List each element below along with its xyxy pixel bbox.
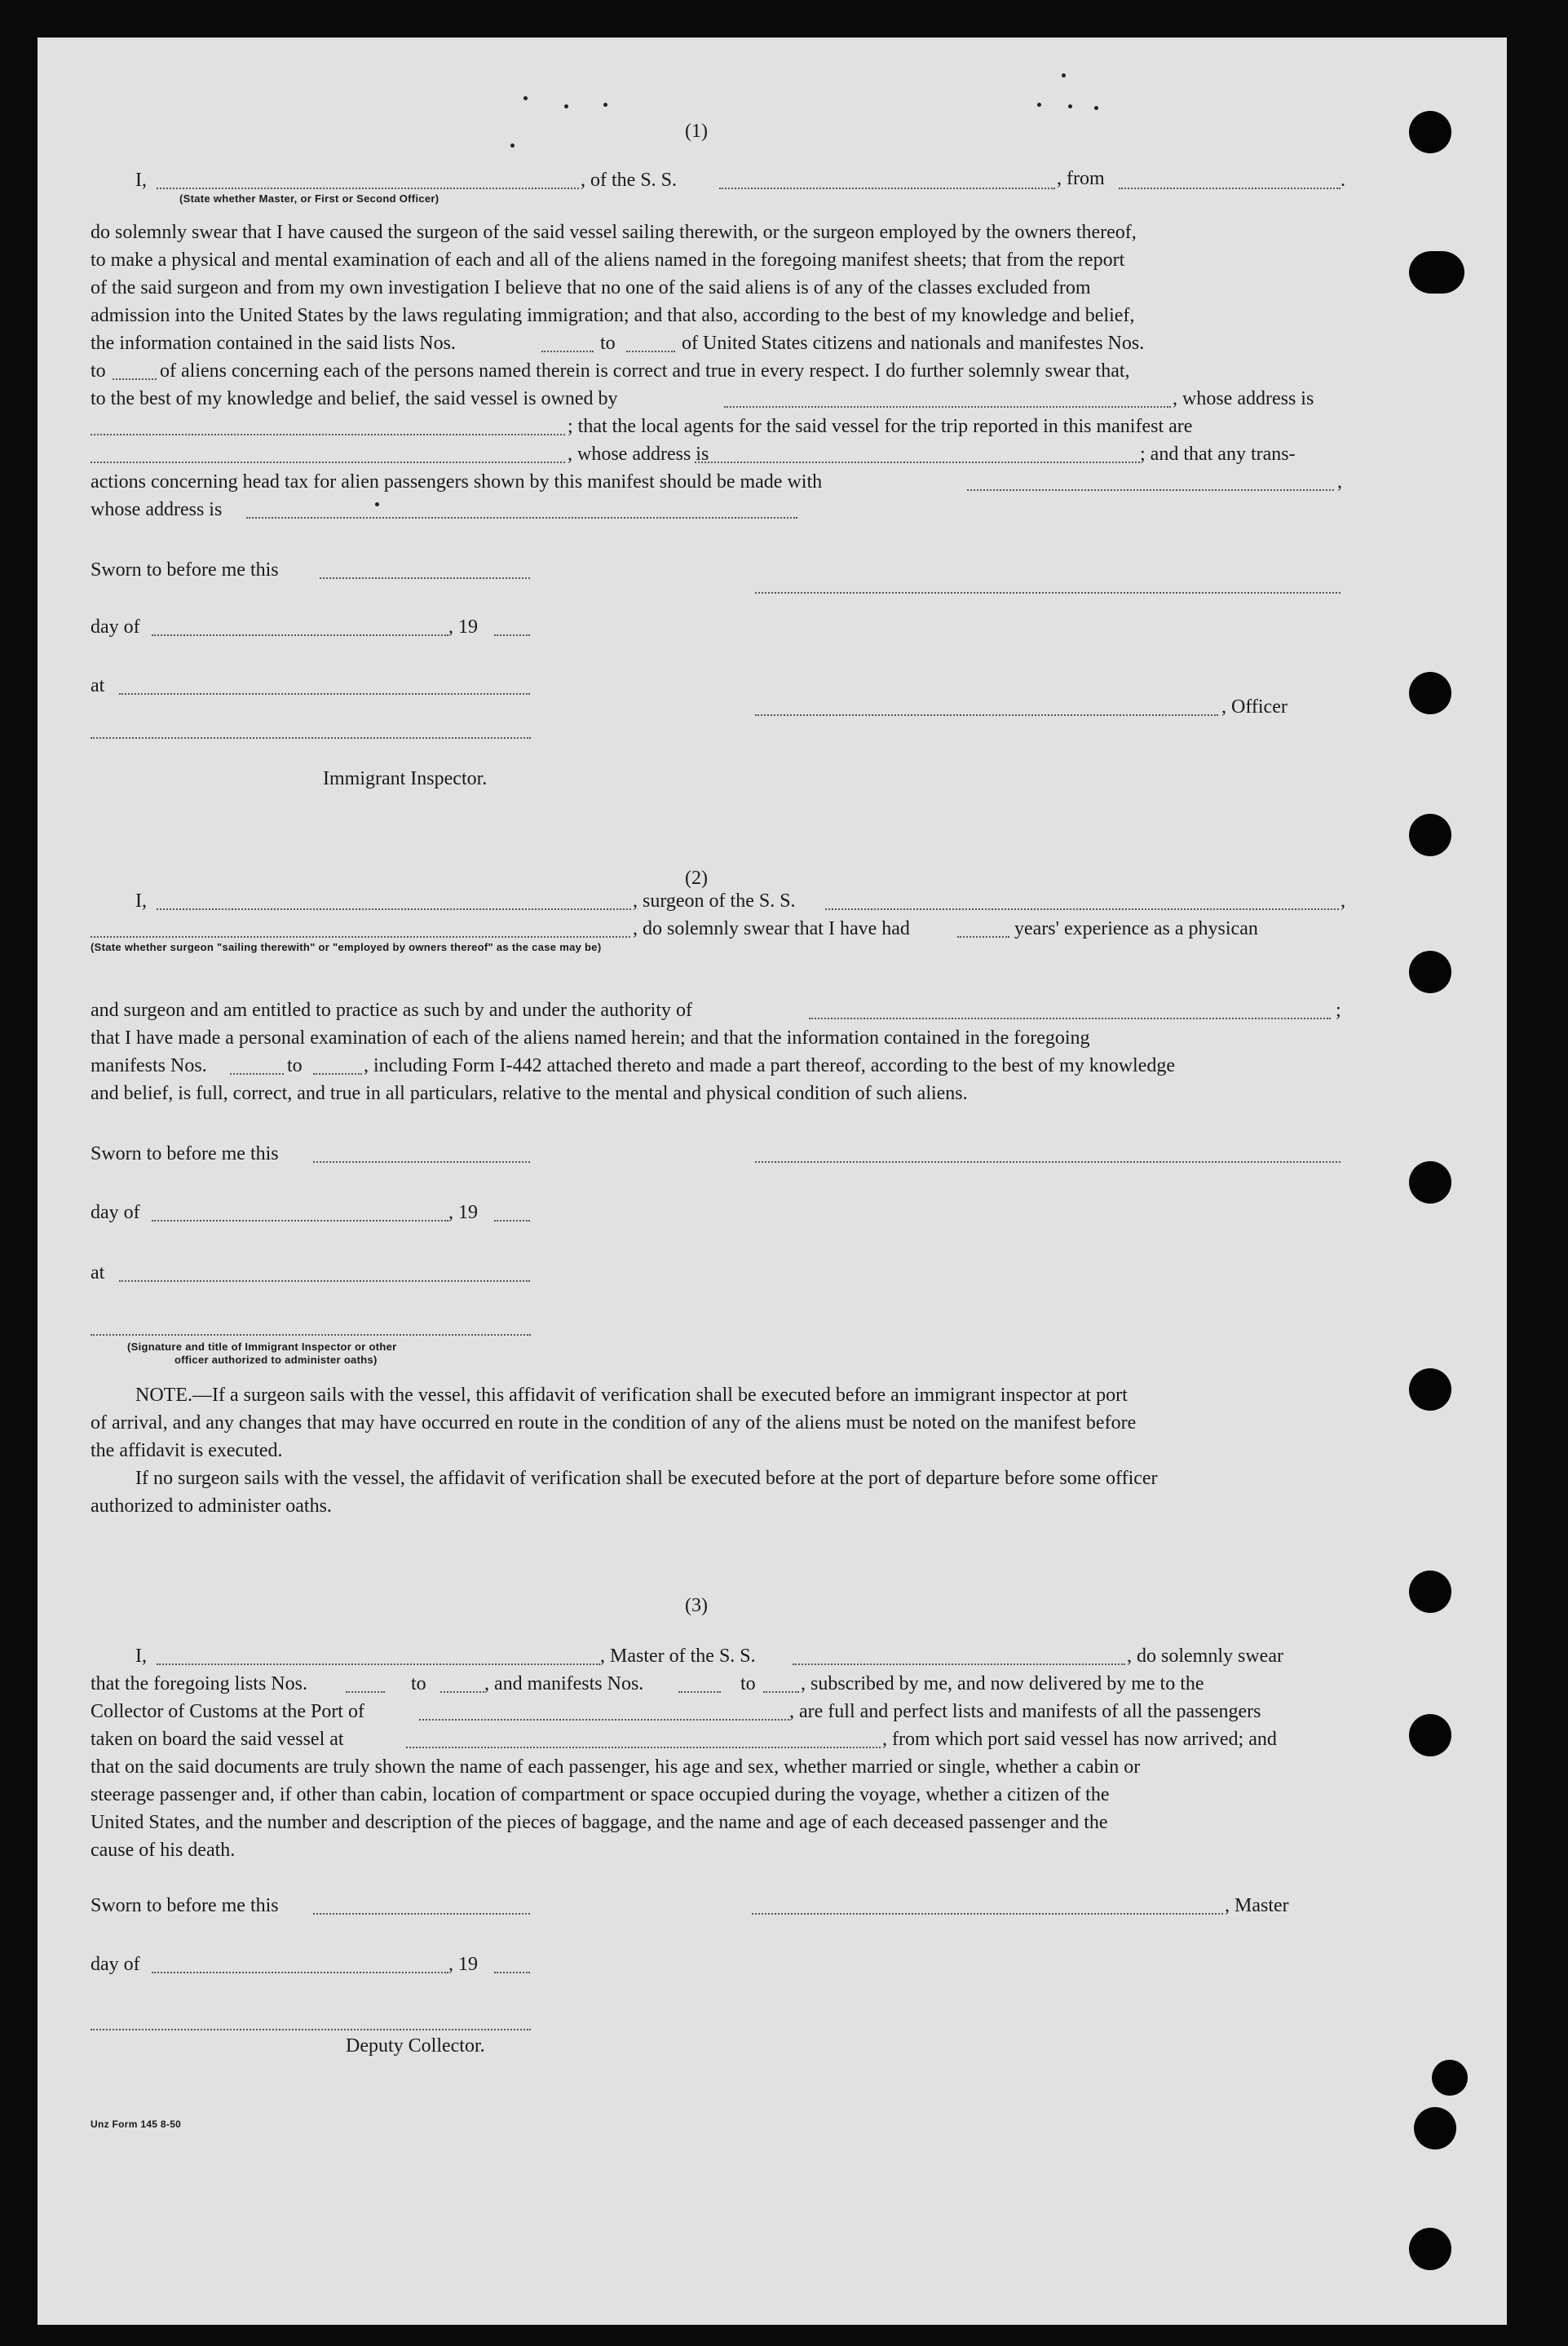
s1-sworn-field[interactable] [320,577,530,579]
s2-surgeon-name-field[interactable] [157,908,631,910]
s1-l11a: whose address is [91,499,223,520]
s3-l2d: to [740,1673,756,1694]
s2-l1b: , surgeon of the S. S. [633,890,796,912]
speck [1037,103,1041,107]
s2-surgeon-type-field[interactable] [91,936,630,938]
s1-officer-name-field[interactable] [157,188,579,189]
s3-l2e: , subscribed by me, and now delivered by me to the [801,1673,1204,1694]
punch-hole-icon [1409,814,1451,856]
s3-collector-line[interactable] [91,2029,531,2030]
s1-day-field[interactable] [152,634,448,636]
speck [564,104,568,108]
s2-l5c: , including Form I-442 attached thereto and made a part thereof, according to the best of my knowledge [364,1055,1176,1076]
s1-l5b: to [600,333,616,354]
punch-hole-icon [1409,672,1451,714]
section-1-heading: (1) [685,121,708,142]
s1-para-0: do solemnly swear that I have caused the surgeon of the said vessel sailing therewith, or the surgeon employed by the owners thereof, [91,222,1137,243]
punch-hole-icon [1409,1714,1451,1756]
s1-l6b: of aliens concerning each of the persons named therein is correct and true in every respect. I do further solemnly swear that, [160,360,1130,382]
punch-hole-icon [1414,2107,1456,2149]
s2-year: , 19 [448,1202,478,1223]
s3-master: , Master [1225,1895,1289,1916]
s2-day-field[interactable] [152,1220,448,1222]
s1-officer-field[interactable] [755,714,1218,716]
s2-sworn: Sworn to before me this [91,1143,279,1164]
s3-day-of: day of [91,1954,140,1975]
s1-day-of: day of [91,616,140,638]
s3-l1a: I, [135,1646,147,1667]
s2-authority-field[interactable] [809,1018,1331,1019]
s2-at: at [91,1262,105,1283]
s3-taken-at-field[interactable] [406,1747,881,1748]
s3-collector: Deputy Collector. [346,2035,485,2057]
s1-sworn: Sworn to before me this [91,559,279,581]
s2-sig-note-1: (Signature and title of Immigrant Inspector or other [127,1341,397,1353]
s2-l2a: , do solemnly swear that I have had [633,918,910,939]
s3-sworn: Sworn to before me this [91,1895,279,1916]
s3-sworn-field[interactable] [313,1913,530,1915]
s3-manifests-to-field[interactable] [763,1691,799,1693]
s2-sig-note-2: officer authorized to administer oaths) [174,1354,378,1366]
s2-manifests-to-field[interactable] [313,1073,362,1075]
s2-l6: and belief, is full, correct, and true in all particulars, relative to the mental and physical condition of such aliens. [91,1083,968,1104]
s1-lists-to-field[interactable] [626,351,675,352]
s1-lists-from-field[interactable] [541,351,594,352]
s2-l2b: years' experience as a physican [1014,918,1258,939]
punch-hole-icon [1409,1368,1451,1411]
s1-l8a: ; that the local agents for the said vessel for the trip reported in this manifest are [568,416,1193,437]
s2-note-p2-1: authorized to administer oaths. [91,1496,332,1517]
s1-manifests-to-field[interactable] [113,378,157,380]
s1-inspector: Immigrant Inspector. [323,768,488,789]
s3-l4b: , from which port said vessel has now arrived; and [882,1729,1277,1750]
s2-day-of: day of [91,1202,140,1223]
s1-signature-line[interactable] [755,592,1341,594]
s3-l3b: , are full and perfect lists and manifests of all the passengers [789,1701,1261,1722]
s2-at-field[interactable] [119,1280,530,1282]
speck [375,502,379,506]
s1-para-2: of the said surgeon and from my own investigation I believe that no one of the said aliens is of any of the classes excluded from [91,277,1091,298]
s3-para-1: steerage passenger and, if other than cabin, location of compartment or space occupied during the voyage, whether a citizen of the [91,1784,1110,1805]
s3-para-0: that on the said documents are truly shown the name of each passenger, his age and sex, whether married or single, whether a cabin or [91,1756,1141,1778]
s1-from-field[interactable] [1119,188,1341,189]
s2-years-field[interactable] [957,936,1009,938]
form-page [38,38,1507,2325]
s1-agents-address-field[interactable] [695,462,1140,463]
s2-l3a: and surgeon and am entitled to practice as such by and under the authority of [91,1000,692,1021]
s1-at-field[interactable] [119,693,530,695]
s2-l3b: ; [1336,1000,1341,1021]
section-2-heading: (2) [685,868,708,889]
s2-note-p1-0: NOTE.—If a surgeon sails with the vessel, this affidavit of verification shall be executed before an immigrant inspector at port [135,1385,1128,1406]
s3-l2c: , and manifests Nos. [484,1673,644,1694]
s1-owner-address-field[interactable] [91,434,565,435]
s1-l7b: , whose address is [1173,388,1314,409]
s3-l1b: , Master of the S. S. [600,1646,756,1667]
s3-port-field[interactable] [419,1719,789,1721]
s3-l3a: Collector of Customs at the Port of [91,1701,364,1722]
s1-owner-field[interactable] [724,406,1171,408]
s2-inspector-signature-line[interactable] [91,1334,531,1336]
s1-line-1b: , of the S. S. [581,170,678,191]
s1-agents-field[interactable] [91,462,565,463]
s1-inspector-line[interactable] [91,737,531,739]
s1-head-tax-address-field[interactable] [246,517,797,519]
punch-hole-icon [1409,951,1451,993]
s1-officer: , Officer [1221,696,1288,718]
s1-l6a: to [91,360,106,382]
speck [1062,73,1066,77]
speck [510,144,515,148]
s3-year: , 19 [448,1954,478,1975]
s1-line-1a: I, [135,170,147,191]
s3-day-field[interactable] [152,1972,448,1973]
s1-l5c: of United States citizens and nationals and manifestes Nos. [682,333,1145,354]
punch-hole-icon [1409,251,1464,294]
s2-sworn-field[interactable] [313,1161,530,1163]
s3-l1c: , do solemnly swear [1127,1646,1283,1667]
s2-l1c: , [1341,890,1345,912]
s3-l4a: taken on board the said vessel at [91,1729,344,1750]
s1-para-3: admission into the United States by the laws regulating immigration; and that also, according to the best of my knowledge and belief, [91,305,1135,326]
s1-l10b: , [1337,471,1342,493]
punch-hole-icon [1432,2060,1468,2096]
s1-l10a: actions concerning head tax for alien passengers shown by this manifest should be made with [91,471,823,493]
s3-para-2: United States, and the number and description of the pieces of baggage, and the name and age of each deceased passenger and the [91,1812,1108,1833]
s3-manifests-from-field[interactable] [678,1691,721,1693]
s3-vessel-field[interactable] [793,1663,1125,1665]
s3-master-name-field[interactable] [157,1663,600,1665]
s3-year-field[interactable] [494,1972,530,1973]
s1-l9a: , whose address is [568,444,709,465]
s1-line-1d: . [1341,170,1345,191]
s1-head-tax-field[interactable] [967,489,1334,491]
s1-vessel-field[interactable] [719,188,1055,189]
s2-signature-line[interactable] [755,1161,1341,1163]
punch-hole-icon [1409,1161,1451,1204]
s3-l2b: to [411,1673,426,1694]
s2-vessel-field[interactable] [825,908,1339,910]
punch-hole-icon [1409,111,1451,153]
s1-l9b: ; and that any trans- [1140,444,1296,465]
s1-l5a: the information contained in the said lists Nos. [91,333,456,354]
s2-l5b: to [287,1055,303,1076]
s2-note-p1-1: of arrival, and any changes that may have occurred en route in the condition of any of the aliens must be noted on the manifest before [91,1412,1137,1434]
s3-lists-to-field[interactable] [440,1691,484,1693]
speck [1094,106,1098,110]
s2-surgeon-note: (State whether surgeon "sailing therewith" or "employed by owners thereof" as the case may be) [91,941,602,953]
s1-year-field[interactable] [494,634,530,636]
s3-l2a: that the foregoing lists Nos. [91,1673,307,1694]
s2-year-field[interactable] [494,1220,530,1222]
s2-l1a: I, [135,890,147,912]
s1-at: at [91,675,105,696]
punch-hole-icon [1409,1571,1451,1613]
s1-line-1c: , from [1057,168,1105,189]
s3-lists-from-field[interactable] [346,1691,385,1693]
s1-year: , 19 [448,616,478,638]
form-number: Unz Form 145 8-50 [91,2118,182,2130]
s1-para-1: to make a physical and mental examination of each and all of the aliens named in the foregoing manifest sheets; that from the report [91,250,1125,271]
s2-note-p1-2: the affidavit is executed. [91,1440,283,1461]
s2-manifests-from-field[interactable] [230,1073,284,1075]
s3-para-3: cause of his death. [91,1840,236,1861]
s2-l5a: manifests Nos. [91,1055,207,1076]
speck [1068,104,1072,108]
speck [523,96,528,100]
s1-l7a: to the best of my knowledge and belief, the said vessel is owned by [91,388,618,409]
speck [603,103,607,107]
s2-note-p2-0: If no surgeon sails with the vessel, the affidavit of verification shall be executed before at the port of departure before some officer [135,1468,1158,1489]
punch-hole-icon [1409,2228,1451,2270]
s1-officer-note: (State whether Master, or First or Second Officer) [179,192,439,205]
section-3-heading: (3) [685,1595,708,1616]
s2-l4: that I have made a personal examination of each of the aliens named herein; and that the information contained in the foregoing [91,1027,1090,1049]
s3-master-signature-field[interactable] [752,1913,1223,1915]
